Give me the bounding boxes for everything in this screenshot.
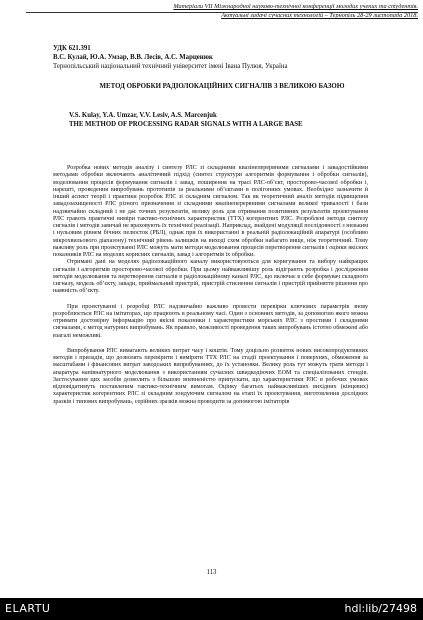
paragraph: При проектуванні і розробці РЛС надзвичайно важливо провести перевірки ключових параметрів знову розроблюється РЛС на імітаторах, що працюють в реальному часі. Один з основних методів, за допомогою якого можна отримати достовірну інформацію про якісні показники і характеристики морських РЛС з простими і складними сигналами, є метод натурних випробувань. Як правило, можливості проведення таких випробувань істотно обмежені або взагалі неможливі. [53,303,368,339]
repository-footer [0,598,423,620]
repository-name: ELARTU [5,602,51,615]
header-line-1: Матеріали VII Міжнародної науково-технічної конференції молодих учених та студентів. [173,3,418,10]
authors-ua: В.С. Кулай, Ю.А. Умзар, В.В. Лесів, А.С. Марценюк [53,54,213,61]
udk-code: УДК 621.391 [53,45,91,52]
authors-en: V.S. Kulay, Y.A. Umzar, V.V. Lesiv, A.S. Marcenjuk [69,112,217,119]
paper-title-ua: МЕТОД ОБРОБКИ РАДІОЛОКАЦІЙНИХ СИГНАЛІВ З ВЕЛИКОЮ БАЗОЮ [99,83,345,90]
affiliation: Тернопільський національний технічний університет імені Івана Пулюя, Україна [53,63,288,70]
paper-title-en: THE METHOD OF PROCESSING RADAR SIGNALS WITH A LARGE BASE [69,121,303,128]
body-text [53,165,368,406]
paragraph: Випробування РЛС вимагають великих витрат часу і коштів. Тому доцільно розвиток нових високопродуктивних методів і приладів, що дозволять перевірити і виміряти ТТХ РЛС на стадії проектування і поверхнях, обмеження за масштабами і фінансових витрат заводських випробуваннях, до їх установки. Велику роль тут можуть грати методи і апаратура напівнатурного моделювання з використанням сучасних швидкодіючих ЕОМ та спеціалізованих стендів. Застосування цих засобів дозволить з більшою впевненістю припускати, що характеристики РЛС в робочих умовах відповідатимуть поставленим тактико-технічним вимогам. Оцінку багатьох найважливіших вихідних (кінцевих) характеристик когерентних РЛС зі складним зондуючим сигналом на етапі їх проектування, виготовлення дослідних зразків і типових випробувань, серійних зразків можна проводити за допомогою імітаторів [53,347,368,405]
header-line-2: Актуальні задачі сучасних технологій – Тернопіль 28-29 листопада 2018. [221,12,418,19]
paragraph: Розробка нових методів аналізу і синтезу РЛС зі складними квазінеперервними сигналами і завадостійкими методами обробки включають аналітичний підхід (синтез структури алгоритмів формування і обробки сигналів), моделювання процесів формування сигналів і завад, поширення на трасі РЛС-об’єкт, просторово-часової обробки і, нарешті, проведення випробувань прототипів за реальними об’єктами в полігонних умовах. Необхідно зазначити й інший аспект теорії і практики розробок РЛС зі складним сигналом. Так як теоретичний аналіз методів підвищення завадозахищеності РЛС різного призначення зі складними квазінеперервними сигналами великої тривалості і бази надзвичайно складний і не дає точних результатів, велику роль для отримання позитивних результатів проектування РЛС гравоть практичні виміри тактико-технічних характеристик (ТТХ) когерентних РЛС. Розроблені методи синтезу сигналів і методів завичай не враховують їх технічної реалізації. Наприклад, знайдені модуляції послідовності з низьким і нульовим рівнем бічних пелюсток (РБЛ), однак при їх використанні в реальній радіолокаційній апаратурі (особливо мікрохвильового діапазону) технічний рівень залишків на виході схем обробки набагато вище, ніж теоретичний. Тому важливу роль при проектуванні РЛС можуть мати методи моделювання процесів перетворення сигналів і оцінки якісних показників РЛС на моделях корисних сигналів, завад і алгоритмів їх обробки. [53,165,368,258]
paragraph: Отримані дані на моделях радіолокаційного каналу використовуються для коригування та вибору найкращих сигналів і алгоритмів просторово-часової обробки. При цьому найважливішу роль відіграють розробка і дослідження методів моделювання та перетворення сигналів в радіолокаційному каналі РЛС, що включає в себе формувач складного сигналу, модель об’єкту, завади, приймальний пристрій, пристрій стиснення сигналів і пристрій прийняття рішення про наявність об’єкту. [53,259,368,295]
page-number: 113 [206,569,217,576]
handle-id: hdl:lib/27498 [344,602,417,615]
